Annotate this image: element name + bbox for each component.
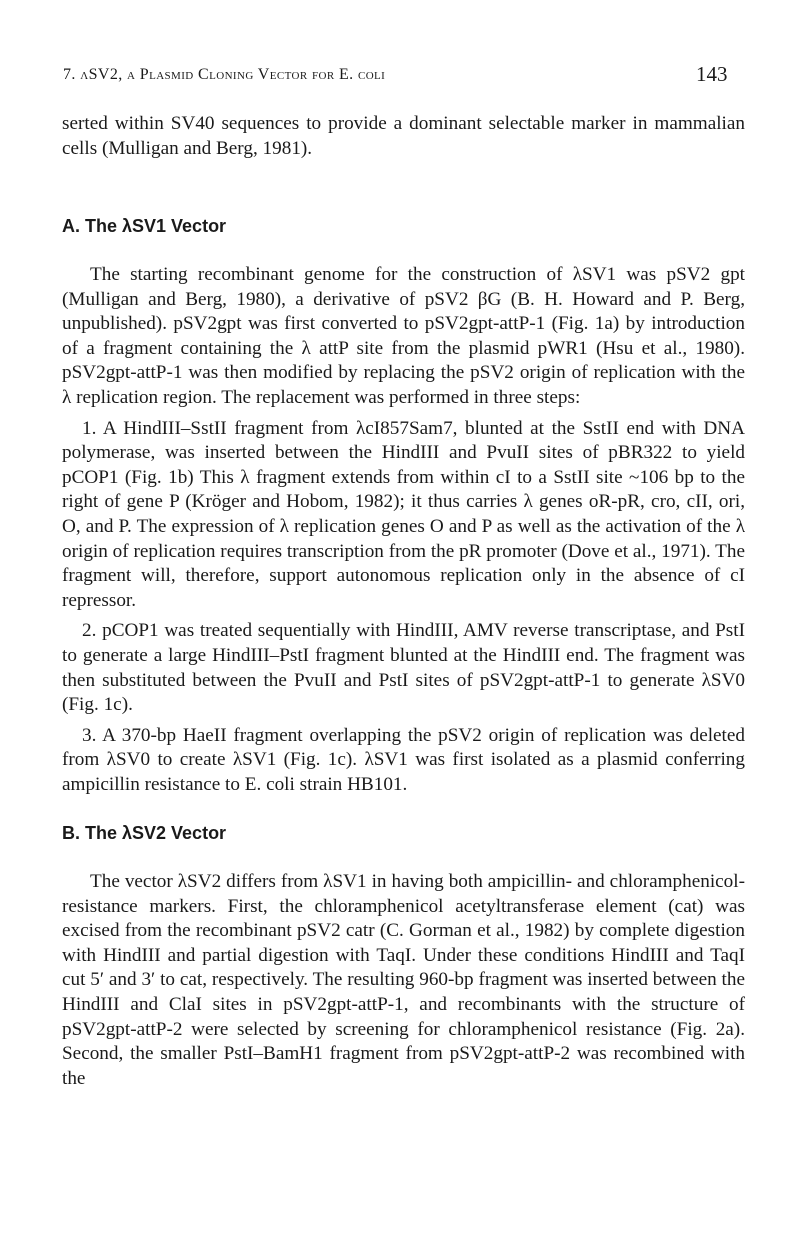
section-b-paragraph: The vector λSV2 differs from λSV1 in having both ampicillin- and chloramphenicol-resistance markers. First, the chloramphenicol acetyltransferase element (cat) was excised from the recombinant pSV2 catr (C. Gorman et al., 1982) by complete digestion with HindIII and partial digestion with TaqI. Under these conditions HindIII and TaqI cut 5′ and 3′ to cat, respectively. The resulting 960-bp fragment was inserted between the HindIII and ClaI sites in pSV2gpt-attP-1, and recombinants with the structure of pSV2gpt-attP-2 were selected by screening for chloramphenicol resistance (Fig. 2a). Second, the smaller PstI–BamH1 fragment from pSV2gpt-attP-2 was recombined with the (62, 871, 745, 1089)
section-b-heading: B. The λSV2 Vector (62, 823, 227, 843)
lead-paragraph (62, 112, 745, 161)
section-a-body (62, 263, 745, 797)
section-b-body (62, 870, 745, 1091)
section-a-intro: The starting recombinant genome for the construction of λSV1 was pSV2 gpt (Mulligan and Berg, 1980), a derivative of pSV2 βG (B. H. Howard and P. Berg, unpublished). pSV2gpt was first converted to pSV2gpt-attP-1 (Fig. 1a) by introduction of a fragment containing the λ attP site from the plasmid pWR1 (Hsu et al., 1980). pSV2gpt-attP-1 was then modified by replacing the pSV2 origin of replication with the λ replication region. The replacement was performed in three steps: (62, 264, 745, 408)
lead-paragraph-text: serted within SV40 sequences to provide a dominant selectable marker in mammalian cells (Mulligan and Berg, 1981). (62, 113, 745, 159)
running-head: 7. λSV2, a Plasmid Cloning Vector for E. coli (63, 66, 386, 83)
section-a-step-2: 2. pCOP1 was treated sequentially with HindIII, AMV reverse transcriptase, and PstI to generate a large HindIII–PstI fragment blunted at the HindIII end. The fragment was then substituted between the PvuII and PstI sites of pSV2gpt-attP-1 to generate λSV0 (Fig. 1c). (62, 620, 745, 716)
section-a-heading: A. The λSV1 Vector (62, 216, 227, 236)
page-number: 143 (696, 62, 728, 86)
section-a-step-1: 1. A HindIII–SstII fragment from λcI857Sam7, blunted at the SstII end with DNA polymerase, was inserted between the HindIII and PvuII sites of pBR322 to yield pCOP1 (Fig. 1b) This λ fragment extends from within cI to a SstII site ~106 bp to the right of gene P (Kröger and Hobom, 1982); it thus carries λ genes oR-pR, cro, cII, ori, O, and P. The expression of λ replication genes O and P as well as the activation of the λ origin of replication requires transcription from the pR promoter (Dove et al., 1971). The fragment will, therefore, support autonomous replication only in the absence of cI repressor. (62, 417, 745, 611)
section-a-step-3: 3. A 370-bp HaeII fragment overlapping the pSV2 origin of replication was deleted from λSV0 to create λSV1 (Fig. 1c). λSV1 was first isolated as a plasmid conferring ampicillin resistance to E. coli strain HB101. (62, 724, 745, 795)
